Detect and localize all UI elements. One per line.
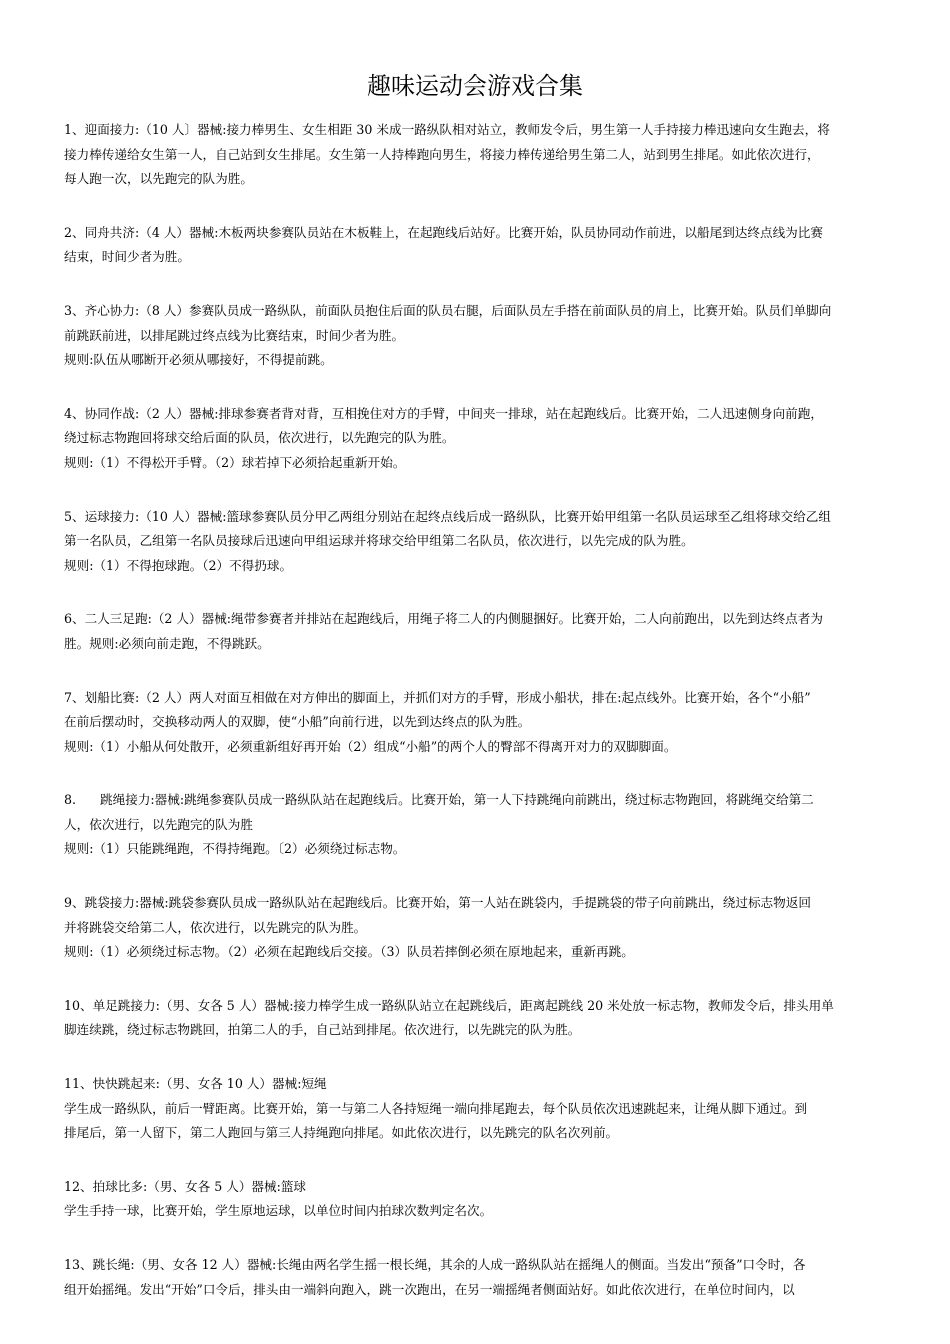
paragraph-line: 2、同舟共济:（4 人）器械:木板两块参赛队员站在木板鞋上，在起跑线后站好。比赛开始，队员协同动作前进，以船尾到达终点线为比赛	[64, 224, 823, 240]
rule-line: 规则:（1）小船从何处散开，必须重新组好再开始（2）组成“小船”的两个人的臀部不得离开对力的双脚脚面。	[64, 738, 677, 754]
paragraph-line: 5、运球接力:（10 人）器械:篮球参赛队员分甲乙两组分别站在起终点线后成一路纵队，比赛开始甲组第一名队员运球至乙组将球交给乙组	[64, 508, 831, 524]
rule-line: 规则:（1）不得抱球跑。（2）不得扔球。	[64, 557, 293, 573]
paragraph-line: 9、跳袋接力:器械:跳袋参赛队员成一路纵队站在起跑线后。比赛开始，第一人站在跳袋内，手提跳袋的带子向前跳出，绕过标志物返回	[64, 895, 811, 911]
document-body	[64, 118, 894, 1331]
game-item-2	[64, 221, 894, 270]
game-item-3	[64, 299, 894, 373]
paragraph-line: 组开始摇绳。发出“开始”口令后，排头由一端斜向跑入，跳一次跑出，在另一端摇绳者侧面站好。如此依次进行，在单位时间内，以	[64, 1281, 795, 1297]
game-item-13	[64, 1253, 894, 1302]
page-title: 趣味运动会游戏合集	[367, 72, 583, 100]
game-item-12	[64, 1175, 894, 1224]
paragraph-line: 排尾后，第一人留下，第二人跑回与第三人持绳跑向排尾。如此依次进行，以先跳完的队名次列前。	[64, 1125, 619, 1141]
paragraph-line: 3、齐心协力:（8 人）参赛队员成一路纵队，前面队员抱住后面的队员右腿，后面队员左手搭在前面队员的肩上，比赛开始。队员们单脚向	[64, 302, 832, 318]
game-item-6	[64, 607, 894, 656]
game-item-11	[64, 1072, 894, 1146]
rule-line: 规则:（1）只能跳绳跑，不得持绳跑。〔2）必须绕过标志物。	[64, 841, 406, 857]
paragraph-line: 6、二人三足跑:（2 人）器械:绳带参赛者并排站在起跑线后，用绳子将二人的内侧腿捆好。比赛开始，二人向前跑出，以先到达终点者为	[64, 611, 823, 627]
paragraph-line: 脚连续跳，绕过标志物跳回，拍第二人的手，自己站到排尾。依次进行，以先跳完的队为胜。	[64, 1022, 581, 1038]
game-item-9	[64, 891, 894, 965]
paragraph-line: 7、划船比赛:（2 人）两人对面互相做在对方伸出的脚面上，并抓们对方的手臂，形成小船状，排在:起点线外。比赛开始，各个“小船”	[64, 689, 811, 705]
paragraph-line: 12、拍球比多:（男、女各 5 人）器械:篮球	[64, 1178, 307, 1194]
paragraph-line: 并将跳袋交给第二人，依次进行，以先跳完的队为胜。	[64, 919, 367, 935]
rule-line: 规则:（1）不得松开手臂。（2）球若掉下必须拾起重新开始。	[64, 454, 406, 470]
paragraph-line: 11、快快跳起来:（男、女各 10 人）器械:短绳	[64, 1076, 327, 1092]
paragraph-line: 1、迎面接力:（10 人〕器械:接力棒男生、女生相距 30 米成一路纵队相对站立，教师发令后，男生第一人手持接力棒迅速向女生跑去，将	[64, 122, 830, 137]
paragraph-line: 4、协同作战:（2 人）器械:排球参赛者背对背，互相挽住对方的手臂，中间夹一排球，站在起跑线后。比赛开始，二人迅速侧身向前跑，	[64, 405, 823, 421]
game-item-10	[64, 994, 894, 1043]
paragraph-line: 8. 跳绳接力:器械:跳绳参赛队员成一路纵队站在起跑线后。比赛开始，第一人下持跳绳向前跳出，绕过标志物跑回，将跳绳交给第二	[64, 792, 814, 808]
paragraph-line: 13、跳长绳:（男、女各 12 人）器械:长绳由两名学生摇一根长绳，其余的人成一路纵队站在摇绳人的侧面。当发出“预备”口令时，各	[64, 1257, 806, 1272]
paragraph-line: 每人跑一次，以先跑完的队为胜。	[64, 171, 253, 187]
game-item-8	[64, 788, 894, 862]
paragraph-line: 第一名队员，乙组第一名队员接球后迅速向甲组运球并将球交给甲组第二名队员，依次进行，以先完成的队为胜。	[64, 533, 694, 549]
paragraph-line: 学生成一路纵队，前后一臂距离。比赛开始，第一与第二人各持短绳一端向排尾跑去，每个队员依次迅速跳起来，让绳从脚下通过。到	[64, 1100, 808, 1116]
game-item-7	[64, 686, 894, 760]
paragraph-line: 结束，时间少者为胜。	[64, 249, 190, 265]
paragraph-line: 在前后摆动时，交换移动两人的双脚，使“小船”向前行进，以先到达终点的队为胜。	[64, 714, 531, 730]
game-item-4	[64, 402, 894, 476]
paragraph-line: 绕过标志物跑回将球交给后面的队员，依次进行，以先跑完的队为胜。	[64, 430, 455, 446]
rule-line: 规则:（1）必须绕过标志物。（2）必须在起跑线后交接。（3）队员若摔倒必须在原地起来，重新再跳。	[64, 944, 634, 960]
paragraph-line: 胜。规则:必须向前走跑，不得跳跃。	[64, 635, 270, 651]
game-item-5	[64, 505, 894, 579]
paragraph-line: 前跳跃前进，以排尾跳过终点线为比赛结束，时间少者为胜。	[64, 327, 405, 343]
paragraph-line: 接力棒传递给女生第一人，自己站到女生排尾。女生第一人持棒跑向男生，将接力棒传递给男生第二人，站到男生排尾。如此依次进行，	[64, 146, 820, 162]
paragraph-line: 学生手持一球，比赛开始，学生原地运球，以单位时间内拍球次数判定名次。	[64, 1203, 493, 1219]
paragraph-line: 10、单足跳接力:（男、女各 5 人）器械:接力棒学生成一路纵队站立在起跳线后，距离起跳线 20 米处放一标志物，教师发令后，排头用单	[64, 997, 834, 1013]
game-item-1	[64, 118, 894, 192]
paragraph-line: 人，依次进行，以先跑完的队为胜	[64, 816, 253, 832]
rule-line: 规则:队伍从哪断开必须从哪接好，不得提前跳。	[64, 352, 333, 368]
